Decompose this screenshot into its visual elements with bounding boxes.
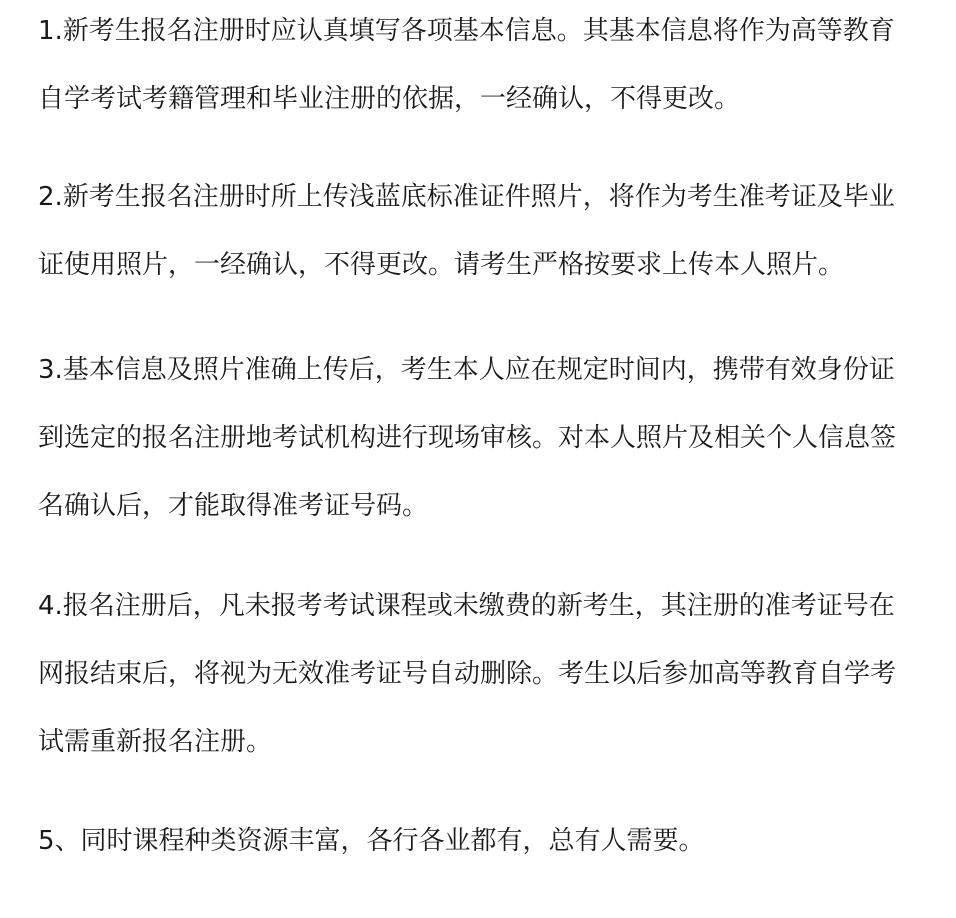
paragraph-4: 4.报名注册后，凡未报考考试课程或未缴费的新考生，其注册的准考证号在网报结束后，将视为无效准考证号自动删除。考生以后参加高等教育自学考试需重新报名注册。 (38, 591, 897, 757)
paragraph-1: 1.新考生报名注册时应认真填写各项基本信息。其基本信息将作为高等教育自学考试考籍管理和毕业注册的依据，一经确认，不得更改。 (38, 16, 895, 114)
paragraph-5: 5、同时课程种类资源丰富，各行各业都有，总有人需要。 (38, 826, 705, 856)
paragraph-3: 3.基本信息及照片准确上传后，考生本人应在规定时间内，携带有效身份证到选定的报名注册地考试机构进行现场审核。对本人照片及相关个人信息签名确认后，才能取得准考证号码。 (38, 355, 897, 521)
paragraph-2: 2.新考生报名注册时所上传浅蓝底标准证件照片，将作为考生准考证及毕业证使用照片，一经确认，不得更改。请考生严格按要求上传本人照片。 (38, 182, 895, 280)
